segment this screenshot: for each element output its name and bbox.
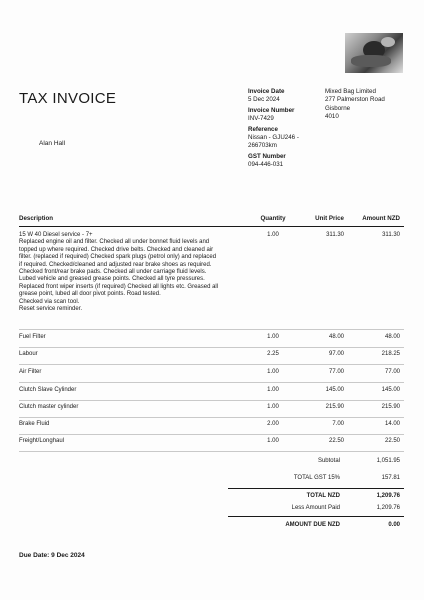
row-description-line: Fuel Filter <box>19 334 46 340</box>
gst-label: TOTAL GST 15% <box>293 475 340 481</box>
row-unit-price: 48.00 <box>328 334 344 340</box>
row-description-line: Replaced engine oil and filter. Checked all under bonnet fluid levels and <box>19 239 210 246</box>
row-description-line: 15 W 40 Diesel service - 7+ <box>19 232 93 238</box>
row-description-line: Clutch master cylinder <box>19 404 79 410</box>
row-divider <box>19 329 404 330</box>
row-description <box>19 404 244 411</box>
amount-due-value: 0.00 <box>388 522 400 528</box>
invoice-date: 5 Dec 2024 <box>248 95 280 103</box>
row-amount: 145.00 <box>381 387 400 393</box>
row-amount: 14.00 <box>384 421 400 427</box>
reference-label: Reference <box>248 126 278 134</box>
row-divider <box>19 451 404 452</box>
row-quantity: 1.00 <box>267 369 279 375</box>
row-divider <box>19 400 404 401</box>
row-unit-price: 97.00 <box>328 351 344 357</box>
total-value: 1,209.76 <box>376 493 400 499</box>
row-unit-price: 77.00 <box>328 369 344 375</box>
reference-line2: 266703km <box>248 141 277 149</box>
invoice-meta <box>248 88 318 172</box>
amount-due-label: AMOUNT DUE NZD <box>285 522 340 528</box>
supplier-postcode: 4010 <box>325 113 339 121</box>
company-logo-photo <box>345 33 403 73</box>
row-description-line: Checked front/rear brake pads. Checked all under carriage fluid levels. <box>19 269 207 276</box>
row-divider <box>19 434 404 435</box>
supplier-street: 277 Palmerston Road <box>325 96 385 104</box>
gst-value: 157.81 <box>381 475 400 481</box>
invoice-number-label: Invoice Number <box>248 107 295 115</box>
row-quantity: 1.00 <box>267 387 279 393</box>
due-date: Due Date: 9 Dec 2024 <box>19 552 85 559</box>
row-amount: 218.25 <box>381 351 400 357</box>
table-header <box>19 213 404 227</box>
paid-label: Less Amount Paid <box>291 505 340 511</box>
subtotal-value: 1,051.95 <box>376 458 400 464</box>
row-description-line: Air Filter <box>19 369 42 375</box>
paid-value: 1,209.76 <box>376 505 400 511</box>
row-description-line: Brake Fluid <box>19 421 50 427</box>
row-unit-price: 22.50 <box>328 438 344 444</box>
supplier-name: Mixed Bag Limited <box>325 88 376 95</box>
row-amount: 215.90 <box>381 404 400 410</box>
customer-name: Alan Hall <box>39 140 66 147</box>
invoice-number: INV-7429 <box>248 114 274 122</box>
invoice-date-label: Invoice Date <box>248 88 285 95</box>
row-quantity: 1.00 <box>267 334 279 340</box>
row-divider <box>19 364 404 365</box>
total-divider <box>228 488 404 489</box>
row-description-line: Freight/Longhaul <box>19 438 65 444</box>
row-divider <box>19 417 404 418</box>
reference-line1: Nissan - GJU246 - <box>248 133 299 141</box>
row-description-line: if required. Checked/cleaned and adjusted rear brake shoes as required. <box>19 261 212 268</box>
total-label: TOTAL NZD <box>306 493 340 499</box>
row-quantity: 1.00 <box>267 232 279 238</box>
subtotal-label: Subtotal <box>317 458 340 464</box>
row-description <box>19 438 244 445</box>
row-description-line: filter. (replaced if required) Checked spark plugs (petrol only) and replaced <box>19 254 217 261</box>
row-description <box>19 387 244 394</box>
row-description-line: Clutch Slave Cylinder <box>19 387 77 393</box>
row-description-line: grease point, lubed all door pivot points. Road tested. <box>19 291 161 298</box>
row-unit-price: 311.30 <box>326 232 344 238</box>
row-quantity: 2.25 <box>267 351 279 357</box>
row-amount: 48.00 <box>384 334 400 340</box>
row-description <box>19 232 244 313</box>
row-divider <box>19 347 404 348</box>
row-description-line: Lubed vehicle and greased grease points. Checked all tyre pressures. <box>19 276 205 283</box>
row-amount: 77.00 <box>384 369 400 375</box>
header-amount: Amount NZD <box>362 215 400 222</box>
row-description <box>19 334 244 341</box>
row-quantity: 2.00 <box>267 421 279 427</box>
row-amount: 311.30 <box>382 232 400 238</box>
row-amount: 22.50 <box>384 438 400 444</box>
due-divider <box>228 516 404 517</box>
row-description-line: Replaced front wiper inserts (if required) Checked all lights etc. Greased all <box>19 283 219 290</box>
row-description-line: Labour <box>19 351 38 357</box>
row-quantity: 1.00 <box>267 438 279 444</box>
header-unit-price: Unit Price <box>315 215 344 222</box>
row-description-line: topped up where required. Checked drive belts. Checked and cleaned air <box>19 246 214 253</box>
row-divider <box>19 382 404 383</box>
supplier-city: Gisborne <box>325 104 351 112</box>
row-unit-price: 7.00 <box>332 421 344 427</box>
row-description <box>19 351 244 358</box>
row-description <box>19 421 244 428</box>
header-description: Description <box>19 215 54 222</box>
row-quantity: 1.00 <box>267 404 279 410</box>
document-title: TAX INVOICE <box>19 90 117 107</box>
row-description-line: Checked via scan tool. <box>19 298 80 305</box>
supplier-address <box>325 88 415 122</box>
gst-number: 094-446-031 <box>248 160 284 168</box>
row-unit-price: 145.00 <box>325 387 344 393</box>
gst-number-label: GST Number <box>248 153 286 161</box>
row-description <box>19 369 244 376</box>
row-unit-price: 215.90 <box>325 404 344 410</box>
header-quantity: Quantity <box>260 215 286 222</box>
row-description-line: Reset service reminder. <box>19 306 83 313</box>
